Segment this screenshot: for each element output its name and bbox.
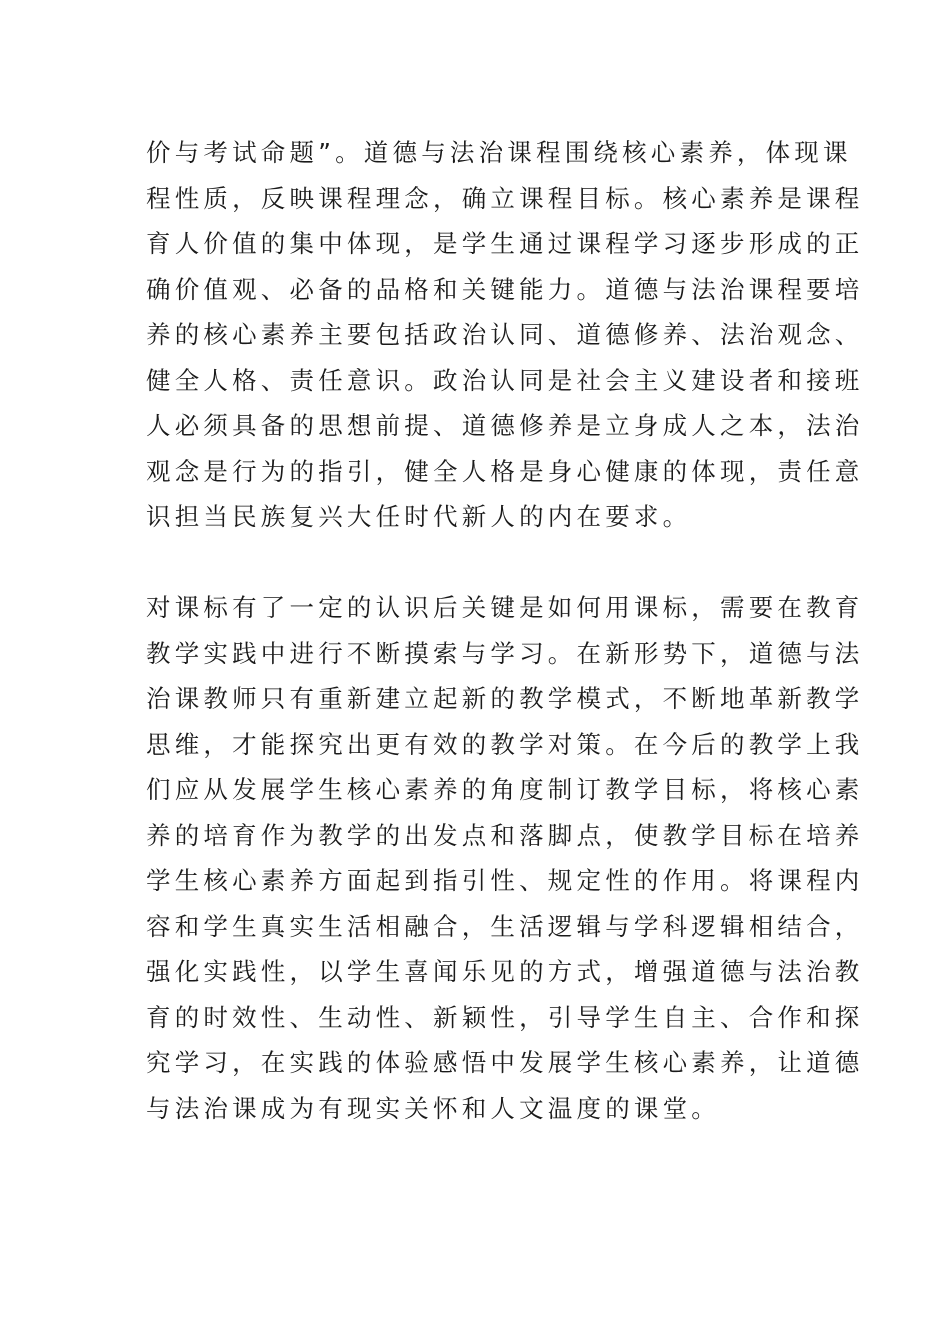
text-line: 育的时效性、生动性、新颖性，引导学生自主、合作和探 (146, 1002, 864, 1032)
paragraph-core-literacy (146, 130, 864, 540)
text-line: 确价值观、必备的品格和关键能力。道德与法治课程要培 (146, 274, 864, 304)
text-line: 程性质，反映课程理念，确立课程目标。核心素养是课程 (146, 183, 864, 213)
text-line: 强化实践性，以学生喜闻乐见的方式，增强道德与法治教 (146, 957, 864, 986)
text-line: 思维，才能探究出更有效的教学对策。在今后的教学上我 (146, 729, 864, 759)
text-line: 学生核心素养方面起到指引性、规定性的作用。将课程内 (146, 866, 864, 895)
text-line: 养的培育作为教学的出发点和落脚点，使教学目标在培养 (146, 820, 864, 850)
paragraph-gap (146, 540, 806, 586)
text-line: 教学实践中进行不断摸索与学习。在新形势下，道德与法 (146, 638, 864, 668)
text-line: 养的核心素养主要包括政治认同、道德修养、法治观念、 (146, 320, 864, 349)
text-line: 容和学生真实生活相融合，生活逻辑与学科逻辑相结合， (146, 911, 864, 941)
text-line: 对课标有了一定的认识后关键是如何用课标，需要在教育 (146, 593, 864, 622)
text-line: 育人价值的集中体现，是学生通过课程学习逐步形成的正 (146, 229, 864, 258)
text-line: 识担当民族复兴大任时代新人的内在要求。 (146, 502, 692, 531)
text-line: 究学习，在实践的体验感悟中发展学生核心素养，让道德 (146, 1048, 864, 1077)
text-line: 价与考试命题”。道德与法治课程围绕核心素养，体现课 (146, 138, 852, 167)
text-line: 们应从发展学生核心素养的角度制订教学目标，将核心素 (146, 775, 864, 804)
text-line: 人必须具备的思想前提、道德修养是立身成人之本，法治 (146, 411, 864, 440)
text-line: 观念是行为的指引，健全人格是身心健康的体现，责任意 (146, 456, 864, 486)
document-body (146, 130, 864, 1131)
text-line: 与法治课成为有现实关怀和人文温度的课堂。 (146, 1093, 720, 1123)
paragraph-applying-standards (146, 585, 864, 1131)
text-line: 健全人格、责任意识。政治认同是社会主义建设者和接班 (146, 365, 864, 395)
text-line: 治课教师只有重新建立起新的教学模式，不断地革新教学 (146, 684, 864, 713)
